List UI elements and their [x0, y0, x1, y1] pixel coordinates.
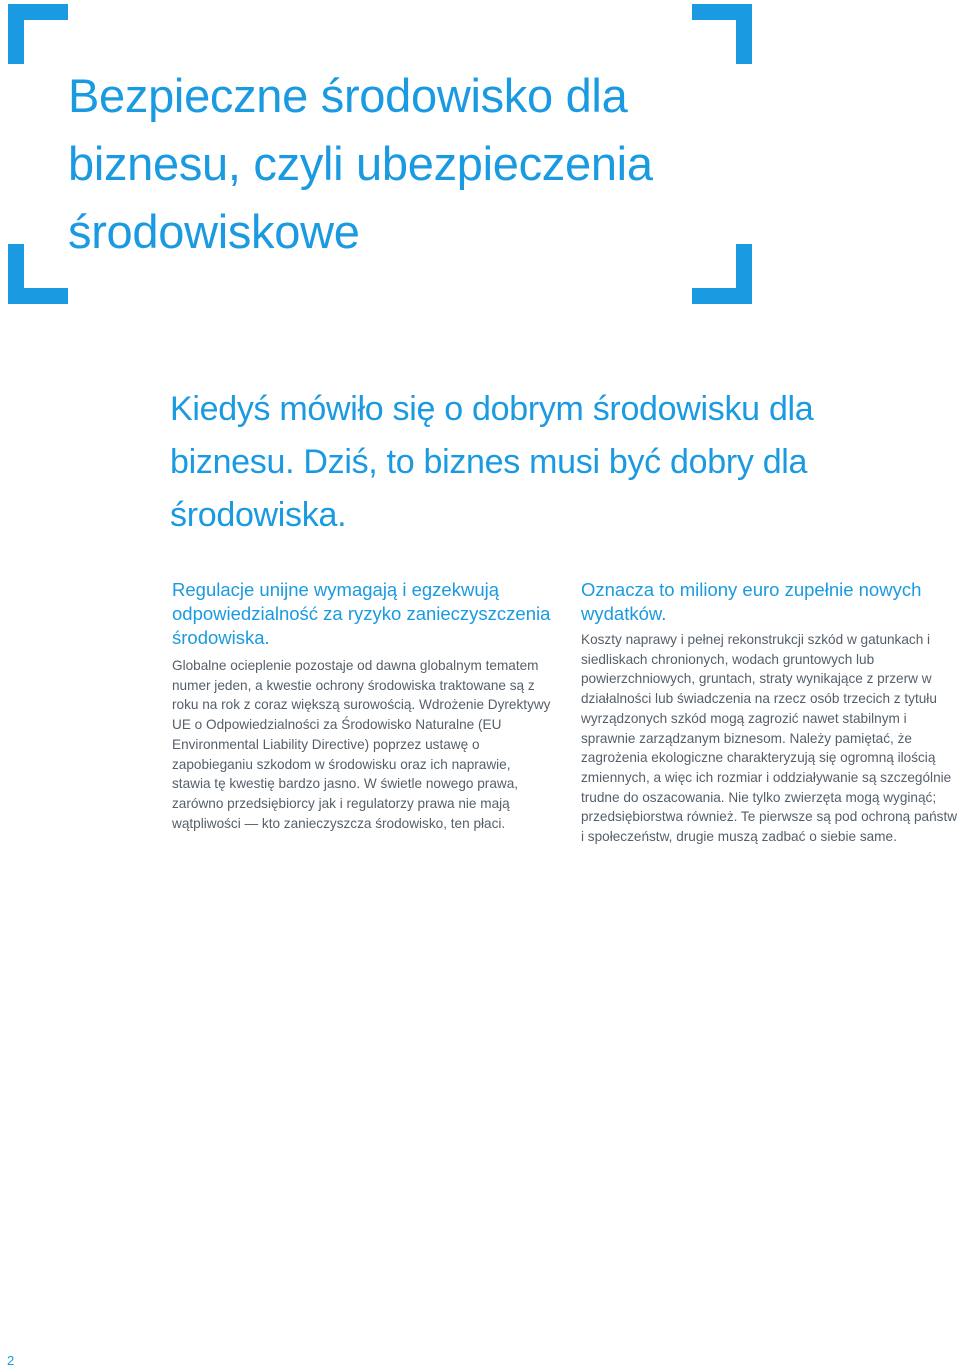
right-column-heading: Oznacza to miliony euro zupełnie nowych wydatków. [581, 579, 922, 624]
page-title: Bezpieczne środowisko dla biznesu, czyli ubezpieczenia środowiskowe [68, 69, 653, 258]
corner-bracket-bottom-left [8, 244, 68, 304]
page-number: 2 [7, 1353, 15, 1368]
left-column-heading: Regulacje unijne wymagają i egzekwują odpowiedzialność za ryzyko zanieczyszczenia środowiska. [172, 579, 551, 648]
left-column-body: Globalne ocieplenie pozostaje od dawna globalnym tematem numer jeden, a kwestie ochrony środowiska traktowane są z roku na rok z coraz większą surowością. Wdrożenie Dyrektywy UE o Odpowiedzialności za Środowisko Naturalne (EU Environmental Liability Directive) poprzez ustawę o zapobieganiu szkodom w środowisku oraz ich naprawie, stawia tę kwestię bardzo jasno. W świetle nowego prawa, zarówno przedsiębiorcy jak i regulatorzy prawa nie mają wątpliwości — kto zanieczyszcza środowisko, ten płaci. [172, 658, 551, 831]
corner-bracket-top-right [692, 4, 752, 64]
left-column [172, 578, 552, 833]
lead-statement: Kiedyś mówiło się o dobrym środowisku dla biznesu. Dziś, to biznes musi być dobry dla środowiska. [170, 390, 814, 534]
right-column-body: Koszty naprawy i pełnej rekonstrukcji szkód w gatunkach i siedliskach chronionych, wodach gruntowych lub powierzchniowych, gruntach, straty wynikające z przerw w działalności lub świadczenia na rzecz osób trzecich z tytułu wyrządzonych szkód mogą zagrozić nawet stabilnym i sprawnie zarządzanym biznesom. Należy pamiętać, że zagrożenia ekologiczne charakteryzują się ogromną ilością zmiennych, a więc ich rozmiar i oddziaływanie są szczególnie trudne do oszacowania. Nie tylko zwierzęta mogą wyginąć; przedsiębiorstwa również. Te pierwsze są pod ochroną państw i społeczeństw, drugie muszą zadbać o siebie same. [581, 632, 958, 845]
right-column [581, 578, 960, 847]
corner-bracket-top-left [8, 4, 68, 64]
